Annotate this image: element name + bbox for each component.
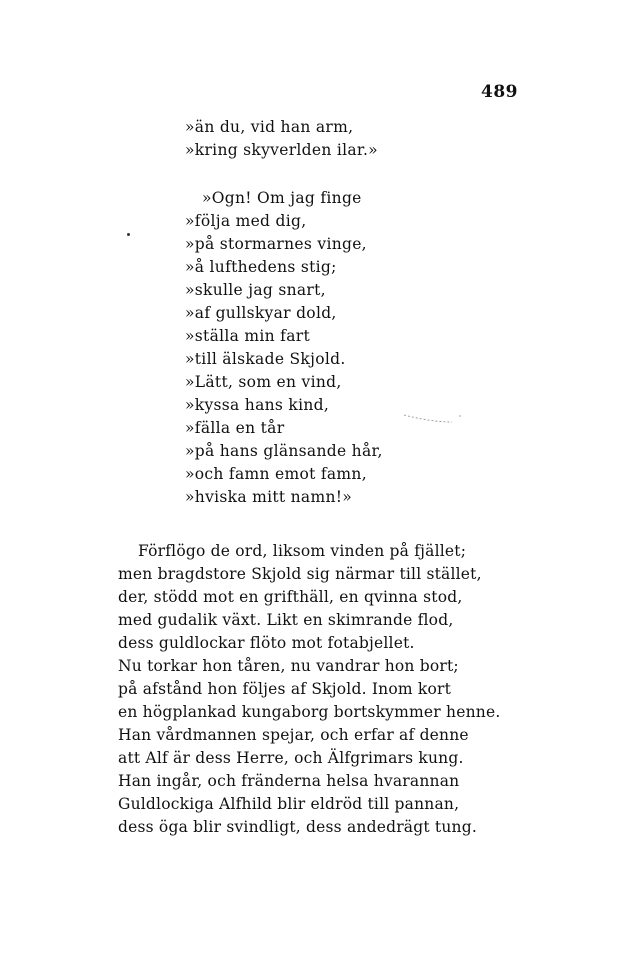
prose-line: Han ingår, och fränderna helsa hvarannan xyxy=(118,772,460,790)
prose-line: att Alf är dess Herre, och Älfgrimars kung. xyxy=(118,749,464,767)
ink-speck xyxy=(127,233,130,236)
ink-smudge xyxy=(402,412,464,426)
prose-line: Förflögo de ord, liksom vinden på fjället; xyxy=(138,542,467,560)
verse-line: »ställa min fart xyxy=(185,327,310,345)
prose-line: en högplankad kungaborg bortskymmer henne. xyxy=(118,703,501,721)
verse-line: »kyssa hans kind, xyxy=(185,396,330,414)
verse-line: »fälla en tår xyxy=(185,419,285,437)
verse-line: »än du, vid han arm, xyxy=(185,118,354,136)
verse-line: »hviska mitt namn!» xyxy=(185,488,353,506)
verse-line: »på stormarnes vinge, xyxy=(185,235,367,253)
poem-block xyxy=(185,116,485,509)
verse-line: »Lätt, som en vind, xyxy=(185,373,342,391)
verse-line: »Ogn! Om jag finge xyxy=(202,189,362,207)
verse-line: »på hans glänsande hår, xyxy=(185,442,383,460)
verse-line: »skulle jag snart, xyxy=(185,281,326,299)
verse-line: »å lufthedens stig; xyxy=(185,258,337,276)
prose-line: Nu torkar hon tåren, nu vandrar hon bort; xyxy=(118,657,459,675)
verse-line: »till älskade Skjold. xyxy=(185,350,346,368)
verse-line: »af gullskyar dold, xyxy=(185,304,337,322)
prose-line: Guldlockiga Alfhild blir eldröd till pannan, xyxy=(118,795,460,813)
prose-line: der, stödd mot en grifthäll, en qvinna stod, xyxy=(118,588,463,606)
prose-line: dess öga blir svindligt, dess andedrägt tung. xyxy=(118,818,477,836)
prose-line: med gudalik växt. Likt en skimrande flod, xyxy=(118,611,454,629)
verse-line: »kring skyverlden ilar.» xyxy=(185,141,378,159)
prose-block xyxy=(118,540,501,839)
stanza-gap xyxy=(185,162,485,187)
prose-line: dess guldlockar flöto mot fotabjellet. xyxy=(118,634,415,652)
prose-line: Han vårdmannen spejar, och erfar af denne xyxy=(118,726,469,744)
prose-line: på afstånd hon följes af Skjold. Inom kort xyxy=(118,680,452,698)
prose-line: men bragdstore Skjold sig närmar till stället, xyxy=(118,565,482,583)
verse-line: »följa med dig, xyxy=(185,212,307,230)
page-number: 489 xyxy=(481,82,518,102)
verse-line: »och famn emot famn, xyxy=(185,465,367,483)
